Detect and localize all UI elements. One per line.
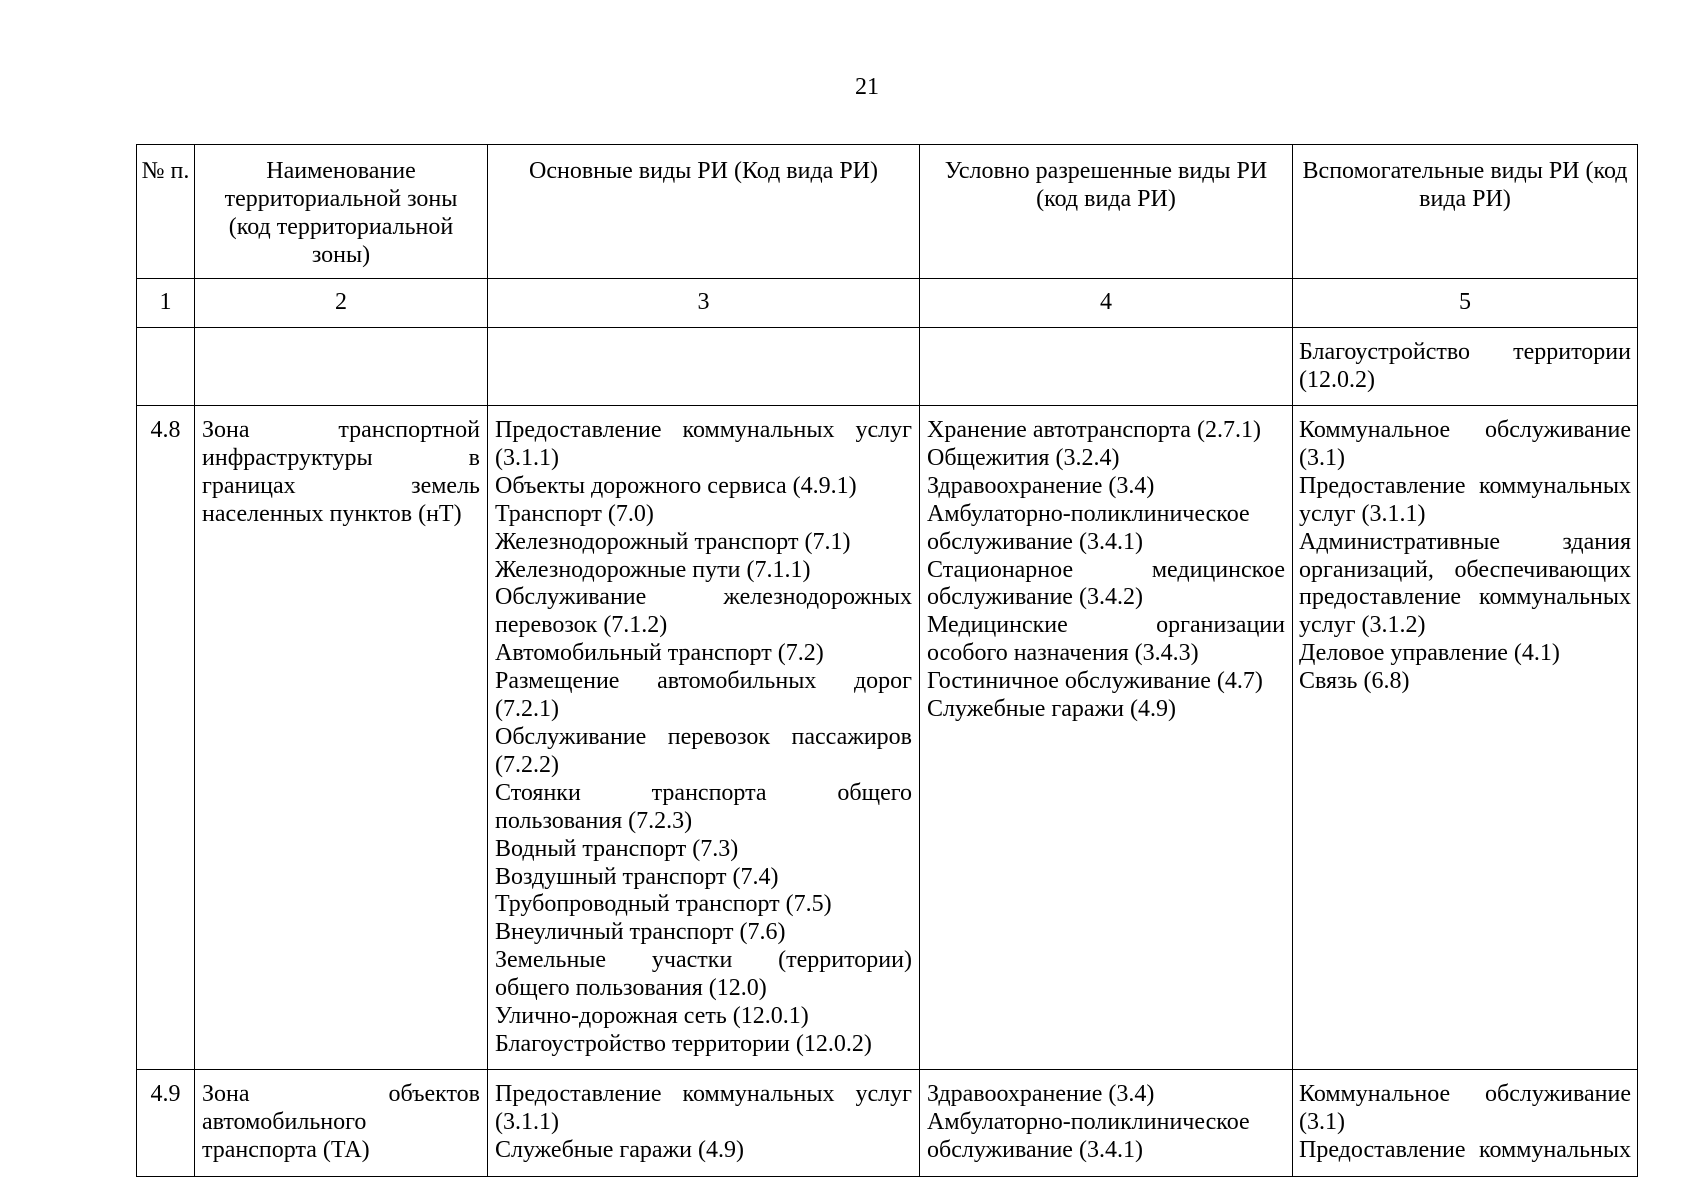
main-use-item: Служебные гаражи (4.9): [495, 1136, 744, 1163]
table-header-row: [137, 145, 1638, 279]
auxiliary-use-item: Коммунальное обслуживание (3.1): [1299, 1081, 1631, 1135]
column-number: 2: [195, 279, 488, 328]
column-number: 1: [137, 279, 195, 328]
page-number: 21: [855, 74, 879, 100]
zone-name: Зона объектов автомобильного транспорта (ТА): [195, 1070, 488, 1177]
zone-name: [195, 328, 488, 406]
auxiliary-use-item: Предоставление коммунальных: [1299, 1136, 1631, 1163]
table-row: [137, 328, 1638, 406]
conditional-use-item: Медицинские организации особого назначения (3.4.3): [927, 612, 1285, 667]
main-use-item: Земельные участки (территории) общего пользования (12.0): [495, 947, 912, 1002]
auxiliary-use-item: Административные здания организаций, обеспечивающих предоставление коммунальных услуг (3.1.2): [1299, 528, 1631, 639]
header-zone-name: Наименование территориальной зоны (код территориальной зоны): [195, 145, 488, 279]
column-number: 5: [1293, 279, 1638, 328]
auxiliary-uses-cell: [1293, 406, 1638, 1070]
column-number-row: [137, 279, 1638, 328]
table-row: [137, 1070, 1638, 1177]
header-number: № п.: [137, 145, 195, 279]
conditional-use-item: Амбулаторно-поликлиническое обслуживание (3.4.1): [927, 500, 1250, 555]
main-use-item: Транспорт (7.0): [495, 500, 654, 527]
main-use-item: Автомобильный транспорт (7.2): [495, 640, 824, 667]
auxiliary-uses-cell: [1293, 328, 1638, 406]
auxiliary-use-item: Коммунальное обслуживание (3.1): [1299, 417, 1631, 471]
main-use-item: Благоустройство территории (12.0.2): [495, 1030, 872, 1057]
main-use-item: Стоянки транспорта общего пользования (7.2.3): [495, 779, 912, 834]
main-use-item: Трубопроводный транспорт (7.5): [495, 891, 832, 918]
header-main-uses: Основные виды РИ (Код вида РИ): [488, 145, 920, 279]
auxiliary-use-item: Связь (6.8): [1299, 668, 1410, 695]
conditional-use-item: Здравоохранение (3.4): [927, 1081, 1155, 1107]
main-use-item: Обслуживание перевозок пассажиров (7.2.2): [495, 723, 912, 778]
main-use-item: Предоставление коммунальных услуг (3.1.1): [495, 1081, 912, 1135]
land-use-table: [136, 144, 1638, 1177]
main-use-item: Предоставление коммунальных услуг (3.1.1): [495, 417, 912, 471]
conditional-use-item: Общежития (3.2.4): [927, 444, 1120, 471]
table-row: [137, 406, 1638, 1070]
main-use-item: Объекты дорожного сервиса (4.9.1): [495, 472, 857, 499]
conditional-use-item: Здравоохранение (3.4): [927, 472, 1155, 499]
main-use-item: Железнодорожный транспорт (7.1): [495, 528, 851, 555]
main-uses-cell: [488, 328, 920, 406]
main-use-item: Воздушный транспорт (7.4): [495, 863, 779, 890]
main-uses-cell: [488, 1070, 920, 1177]
row-number: 4.8: [137, 406, 195, 1070]
zone-name: Зона транспортной инфраструктуры в границах земель населенных пунктов (нТ): [195, 406, 488, 1070]
auxiliary-uses-cell: [1293, 1070, 1638, 1177]
main-use-item: Улично-дорожная сеть (12.0.1): [495, 1003, 809, 1030]
row-number: 4.9: [137, 1070, 195, 1177]
conditional-uses-cell: [920, 1070, 1293, 1177]
conditional-use-item: Служебные гаражи (4.9): [927, 696, 1176, 723]
row-number: [137, 328, 195, 406]
auxiliary-use-item: Предоставление коммунальных услуг (3.1.1): [1299, 472, 1631, 527]
conditional-use-item: Стационарное медицинское обслуживание (3.4.2): [927, 556, 1285, 611]
conditional-use-item: Хранение автотранспорта (2.7.1): [927, 417, 1261, 443]
conditional-uses-cell: [920, 328, 1293, 406]
main-use-item: Обслуживание железнодорожных перевозок (7.1.2): [495, 584, 912, 639]
header-auxiliary-uses: Вспомогательные виды РИ (код вида РИ): [1293, 145, 1638, 279]
main-use-item: Железнодорожные пути (7.1.1): [495, 556, 811, 583]
main-uses-cell: [488, 406, 920, 1070]
column-number: 3: [488, 279, 920, 328]
main-use-item: Водный транспорт (7.3): [495, 835, 739, 862]
conditional-uses-cell: [920, 406, 1293, 1070]
conditional-use-item: Гостиничное обслуживание (4.7): [927, 668, 1263, 695]
auxiliary-use-item: Деловое управление (4.1): [1299, 640, 1560, 667]
main-use-item: Размещение автомобильных дорог (7.2.1): [495, 668, 912, 723]
conditional-use-item: Амбулаторно-поликлиническое обслуживание (3.4.1): [927, 1108, 1250, 1163]
column-number: 4: [920, 279, 1293, 328]
main-use-item: Внеуличный транспорт (7.6): [495, 919, 786, 946]
auxiliary-use-item: Благоустройство территории (12.0.2): [1299, 339, 1631, 393]
header-conditional-uses: Условно разрешенные виды РИ (код вида РИ): [920, 145, 1293, 279]
